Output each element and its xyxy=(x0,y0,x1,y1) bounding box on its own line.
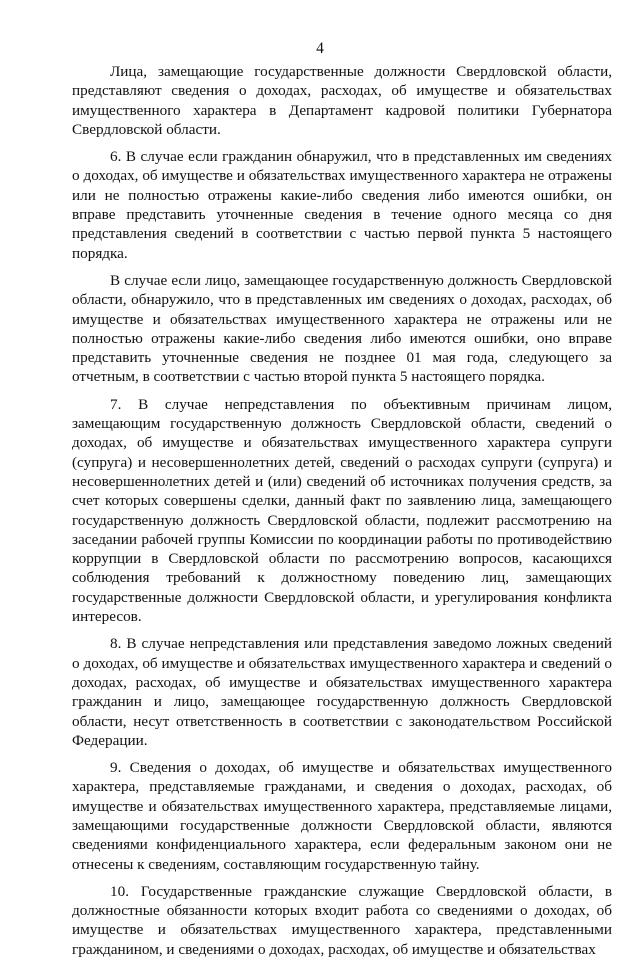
paragraph-6: 6. В случае если гражданин обнаружил, что в представленных им сведениях о доходах, об имуществе и обязательствах имущественного характера не отражены или не полностью отражены какие-либо сведения либо имеются ошибки, он вправе представить уточненные сведения в течение одного месяца со дня представления сведений в соответствии с частью первой пункта 5 настоящего порядка. xyxy=(72,148,612,262)
paragraph-8: 8. В случае непредставления или представления заведомо ложных сведений о доходах, об имуществе и обязательствах имущественного характера и сведений о доходах, расходах, об имуществе и обязательствах имущественного характера гражданин и лицо, замещающее государственную должность Свердловской области, несут ответственность в соответствии с законодательством Российской Федерации. xyxy=(72,635,612,749)
paragraph-intro: Лица, замещающие государственные должности Свердловской области, представляют сведения о доходах, расходах, об имуществе и обязательствах имущественного характера в Департамент кадровой политики Губернатора Свердловской области. xyxy=(72,63,612,138)
page-number: 4 xyxy=(316,40,324,57)
paragraph-6-second: В случае если лицо, замещающее государственную должность Свердловской области, обнаружило, что в представленных им сведениях о доходах, расходах, об имуществе и обязательствах имущественного характера не отражены или не полностью отражены какие-либо сведения либо имеются ошибки, оно вправе представить уточненные сведения не позднее 01 мая года, следующего за отчетным, в соответствии с частью второй пункта 5 настоящего порядка. xyxy=(72,271,612,386)
document-body xyxy=(72,62,612,967)
paragraph-10: 10. Государственные гражданские служащие Свердловской области, в должностные обязанности которых входит работа со сведениями о доходах, об имуществе и обязательствах имущественного характера, представленными гражданином, и сведениями о доходах, расходах, об имуществе и обязательствах xyxy=(72,882,612,958)
paragraph-7: 7. В случае непредставления по объективным причинам лицом, замещающим государственную должность Свердловской области, сведений о доходах, об имуществе и обязательствах имущественного характера супруги (супруга) и несовершеннолетних детей, сведений о расходах супруги (супруга) и несовершеннолетних детей и (или) сведений об источниках получения средств, за счет которых совершены сделки, данный факт по заявлению лица, замещающего государственную должность Свердловской области, подлежит рассмотрению на заседании рабочей группы Комиссии по координации работы по противодействию коррупции в Свердловской области по рассмотрению вопросов, касающихся соблюдения требований к должностному поведению лиц, замещающих государственные должности Свердловской области, и урегулирования конфликта интересов. xyxy=(72,395,612,626)
paragraph-9: 9. Сведения о доходах, об имуществе и обязательствах имущественного характера, представляемые гражданами, и сведения о доходах, расходах, об имуществе и обязательствах имущественного характера, представляемые лицами, замещающими государственные должности Свердловской области, являются сведениями конфиденциального характера, если федеральным законом они не отнесены к сведениям, составляющим государственную тайну. xyxy=(72,759,612,873)
